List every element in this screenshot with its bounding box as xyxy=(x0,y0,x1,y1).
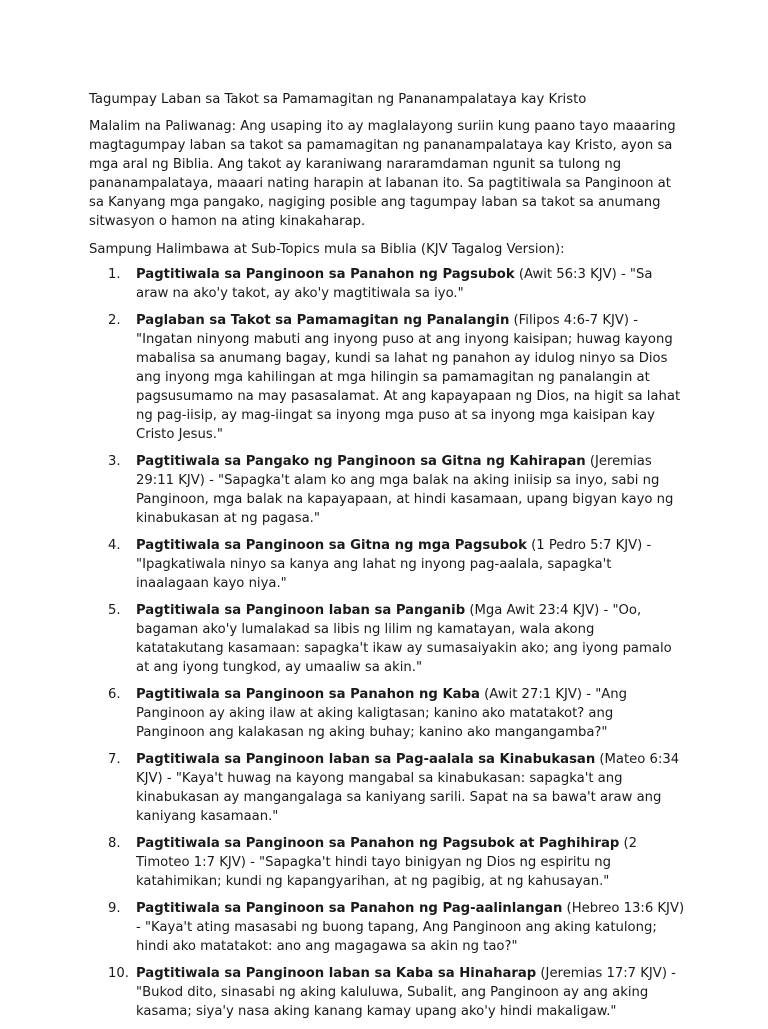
list-heading: Sampung Halimbawa at Sub-Topics mula sa Biblia (KJV Tagalog Version): xyxy=(89,242,565,257)
item-text: (Mga Awit 23:4 KJV) - "Oo, bagaman ako'y lumalakad sa libis ng lilim ng kamatayan, wala akong katatakutang kasamaan: sapagka't ikaw ay sumasaiyakin ako; ang iyong pamalo at ang iyong tungkod, ay umaaliw sa akin." xyxy=(136,603,672,675)
item-text: (2 Timoteo 1:7 KJV) - "Sapagka't hindi tayo binigyan ng Dios ng espiritu ng katahimikan; kundi ng kapangyarihan, at ng pagibig, at ng kahusayan." xyxy=(136,836,638,889)
list-item xyxy=(89,265,685,303)
document-page xyxy=(89,90,685,1029)
document-title: Tagumpay Laban sa Takot sa Pamamagitan ng Pananampalataya kay Kristo xyxy=(89,92,587,107)
item-text: (Jeremias 17:7 KJV) - "Bukod dito, sinasabi ng aking kaluluwa, Subalit, ang Panginoon ay ang aking kasama; siya'y nasa aking kanang kamay upang ako'y hindi makaligaw." xyxy=(136,966,676,1019)
item-number: 3. xyxy=(108,454,121,469)
item-number: 7. xyxy=(108,752,121,767)
list-item xyxy=(89,964,685,1021)
list-item xyxy=(89,452,685,528)
item-heading: Pagtitiwala sa Panginoon laban sa Kaba sa Hinaharap xyxy=(136,966,537,981)
item-text: (Hebreo 13:6 KJV) - "Kaya't ating masasabi ng buong tapang, Ang Panginoon ang aking katulong; hindi ako matatakot: ano ang magagawa sa akin ng tao?" xyxy=(136,901,685,954)
item-number: 9. xyxy=(108,901,121,916)
item-heading: Pagtitiwala sa Panginoon sa Panahon ng Pagsubok xyxy=(136,267,515,282)
intro-paragraph: Malalim na Paliwanag: Ang usaping ito ay maglalayong suriin kung paano tayo maaaring magtagumpay laban sa takot sa pamamagitan ng pananampalataya kay Kristo, ayon sa mga aral ng Biblia. Ang takot ay karaniwang nararamdaman ngunit sa tulong ng pananampalataya, maaari nating harapin at labanan ito. Sa pagtitiwala sa Panginoon at sa Kanyang mga pangako, nagiging posible ang tagumpay laban sa takot sa anumang sitwasyon o hamon na ating kinakaharap. xyxy=(89,119,676,229)
item-text: (1 Pedro 5:7 KJV) - "Ipagkatiwala ninyo sa kanya ang lahat ng inyong pag-aalala, sapagka't inaalagaan kayo niya." xyxy=(136,538,652,591)
item-number: 2. xyxy=(108,313,121,328)
list-item xyxy=(89,536,685,593)
item-text: (Filipos 4:6-7 KJV) - "Ingatan ninyong mabuti ang inyong puso at ang inyong kaisipan; huwag kayong mabalisa sa anumang bagay, kundi sa lahat ng panahon ay idulog ninyo sa Dios ang inyong mga kahilingan at mga hilingin sa pamamagitan ng panalangin at pagsusumamo na may pasasalamat. At ang kapayapaan ng Dios, na higit sa lahat ng pag-iisip, ay mag-iingat sa inyong mga puso at sa inyong mga kaisipan kay Cristo Jesus." xyxy=(136,313,681,442)
item-heading: Paglaban sa Takot sa Pamamagitan ng Panalangin xyxy=(136,313,510,328)
list-item xyxy=(89,311,685,444)
item-text: (Awit 56:3 KJV) - "Sa araw na ako'y takot, ay ako'y magtitiwala sa iyo." xyxy=(136,267,653,301)
item-number: 4. xyxy=(108,538,121,553)
item-heading: Pagtitiwala sa Panginoon sa Panahon ng Pagsubok at Paghihirap xyxy=(136,836,620,851)
list-item xyxy=(89,834,685,891)
item-number: 10. xyxy=(108,966,129,981)
item-heading: Pagtitiwala sa Panginoon sa Panahon ng Pag-aalinlangan xyxy=(136,901,563,916)
item-number: 5. xyxy=(108,603,121,618)
item-text: (Jeremias 29:11 KJV) - "Sapagka't alam ko ang mga balak na aking iniisip sa inyo, sabi ng Panginoon, mga balak na kapayapaan, at hindi kasamaan, upang bigyan kayo ng kinabukasan at ng pagasa." xyxy=(136,454,674,526)
list-item xyxy=(89,750,685,826)
item-number: 1. xyxy=(108,267,121,282)
item-number: 6. xyxy=(108,687,121,702)
item-text: (Awit 27:1 KJV) - "Ang Panginoon ay aking ilaw at aking kaligtasan; kanino ako matatakot? ang Panginoon ang kalakasan ng aking buhay; kanino ako mangangamba?" xyxy=(136,687,628,740)
list-item xyxy=(89,685,685,742)
list-item xyxy=(89,899,685,956)
item-heading: Pagtitiwala sa Panginoon laban sa Pag-aalala sa Kinabukasan xyxy=(136,752,596,767)
list-item xyxy=(89,601,685,677)
item-heading: Pagtitiwala sa Pangako ng Panginoon sa Gitna ng Kahirapan xyxy=(136,454,586,469)
item-text: (Mateo 6:34 KJV) - "Kaya't huwag na kayong mangabal sa kinabukasan: sapagka't ang kinabukasan ay mangangalaga sa kaniyang sarili. Sapat na sa bawa't araw ang kaniyang kasamaan." xyxy=(136,752,680,824)
item-heading: Pagtitiwala sa Panginoon sa Panahon ng Kaba xyxy=(136,687,480,702)
item-heading: Pagtitiwala sa Panginoon sa Gitna ng mga Pagsubok xyxy=(136,538,527,553)
item-number: 8. xyxy=(108,836,121,851)
item-heading: Pagtitiwala sa Panginoon laban sa Panganib xyxy=(136,603,466,618)
examples-list xyxy=(89,265,685,1021)
